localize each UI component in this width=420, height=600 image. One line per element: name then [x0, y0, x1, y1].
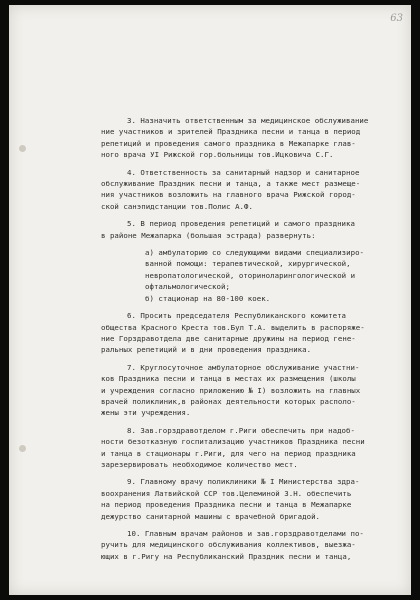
text-line: 8. Зав.горздравотделом г.Риги обеспечить при надоб-	[127, 425, 355, 435]
numbered-paragraph	[101, 362, 401, 419]
text-line: и учреждения согласно приложению № I) возложить на главных	[101, 385, 361, 395]
document-page	[9, 5, 411, 595]
text-line: офтальмологической;	[145, 282, 230, 292]
text-line: общества Красного Креста тов.Бул Т.А. выделить в распоряже-	[101, 322, 365, 332]
text-line: 5. В период проведения репетиций и самого праздника	[127, 219, 355, 229]
text-line: жены эти учреждения.	[101, 408, 191, 418]
numbered-paragraph	[101, 115, 401, 161]
text-line: 3. Назначить ответственным за медицинское обслуживание	[127, 116, 369, 125]
text-line: ния участников возложить на главного врача Рижской город-	[101, 190, 356, 200]
numbered-paragraph	[101, 528, 401, 562]
punch-hole	[19, 145, 26, 152]
text-line: а) амбулаторию со следующими видами специализиро-	[145, 248, 365, 258]
text-line: 10. Главным врачам районов и зав.горздравотделами по-	[127, 529, 364, 538]
text-line: врачей поликлиник,в районах деятельности которых располо-	[101, 396, 356, 406]
numbered-paragraph	[101, 425, 401, 471]
text-line: в районе Межапарка (большая эстрада) развернуть:	[101, 230, 316, 240]
text-line: дежурство санитарной машины с врачебной бригадой.	[101, 511, 321, 521]
numbered-paragraph	[101, 476, 401, 522]
sublist-paragraph	[101, 247, 401, 304]
text-line: ручить для медицинского обслуживания коллективов, выезжа-	[101, 540, 356, 550]
text-line: 6. Просить председателя Республиканского комитета	[127, 311, 347, 321]
text-line: ности безотказную госпитализацию участников Праздника песни	[101, 437, 365, 447]
text-line: ние участников и зрителей Праздника песни и танца в период	[101, 127, 361, 137]
text-line: ральных репетиций и в дни проведения праздника.	[101, 345, 312, 355]
text-line: ков Праздника песни и танца в местах их размещения (школы	[101, 374, 356, 384]
text-line: зарезервировать необходимое количество мест.	[101, 459, 298, 469]
document-body	[101, 115, 401, 568]
text-line: и танца в стационары г.Риги, для чего на период праздника	[101, 448, 356, 458]
text-line: ской санэпидстанции тов.Полис А.Ф.	[101, 201, 253, 211]
text-line: 9. Главному врачу поликлиники № I Министерства здра-	[127, 477, 360, 487]
text-line: обслуживание Праздник песни и танца, а также мест размеще-	[101, 179, 361, 189]
text-line: ного врача УI Рижской гор.больницы тов.Ицковича С.Г.	[101, 150, 334, 160]
text-line: ванной помощи: терапевтической, хирургической,	[145, 259, 351, 269]
text-line: б) стационар на 80-100 коек.	[145, 293, 271, 303]
text-line: воохранения Латвийской ССР тов.Целеминой З.Н. обеспечить	[101, 488, 352, 498]
punch-hole	[19, 445, 26, 452]
text-line: на период проведения Праздника песни и танца в Межапарке	[101, 500, 352, 510]
numbered-paragraph	[101, 310, 401, 356]
text-line: 4. Ответственность за санитарный надзор и санитарное	[127, 167, 360, 177]
text-line: 7. Круглосуточное амбулаторное обслуживание участни-	[127, 362, 360, 372]
page-number: 63	[390, 13, 403, 24]
numbered-paragraph	[101, 218, 401, 241]
text-line: невропатологической, оториноларингологической и	[145, 270, 356, 280]
numbered-paragraph	[101, 167, 401, 213]
text-line: ние Горздравотдела две санитарные дружины на период гене-	[101, 333, 356, 343]
text-line: ющих в г.Ригу на Республиканский Праздник песни и танца,	[101, 551, 352, 561]
text-line: репетиций и проведения самого праздника в Межапарке глав-	[101, 138, 356, 148]
